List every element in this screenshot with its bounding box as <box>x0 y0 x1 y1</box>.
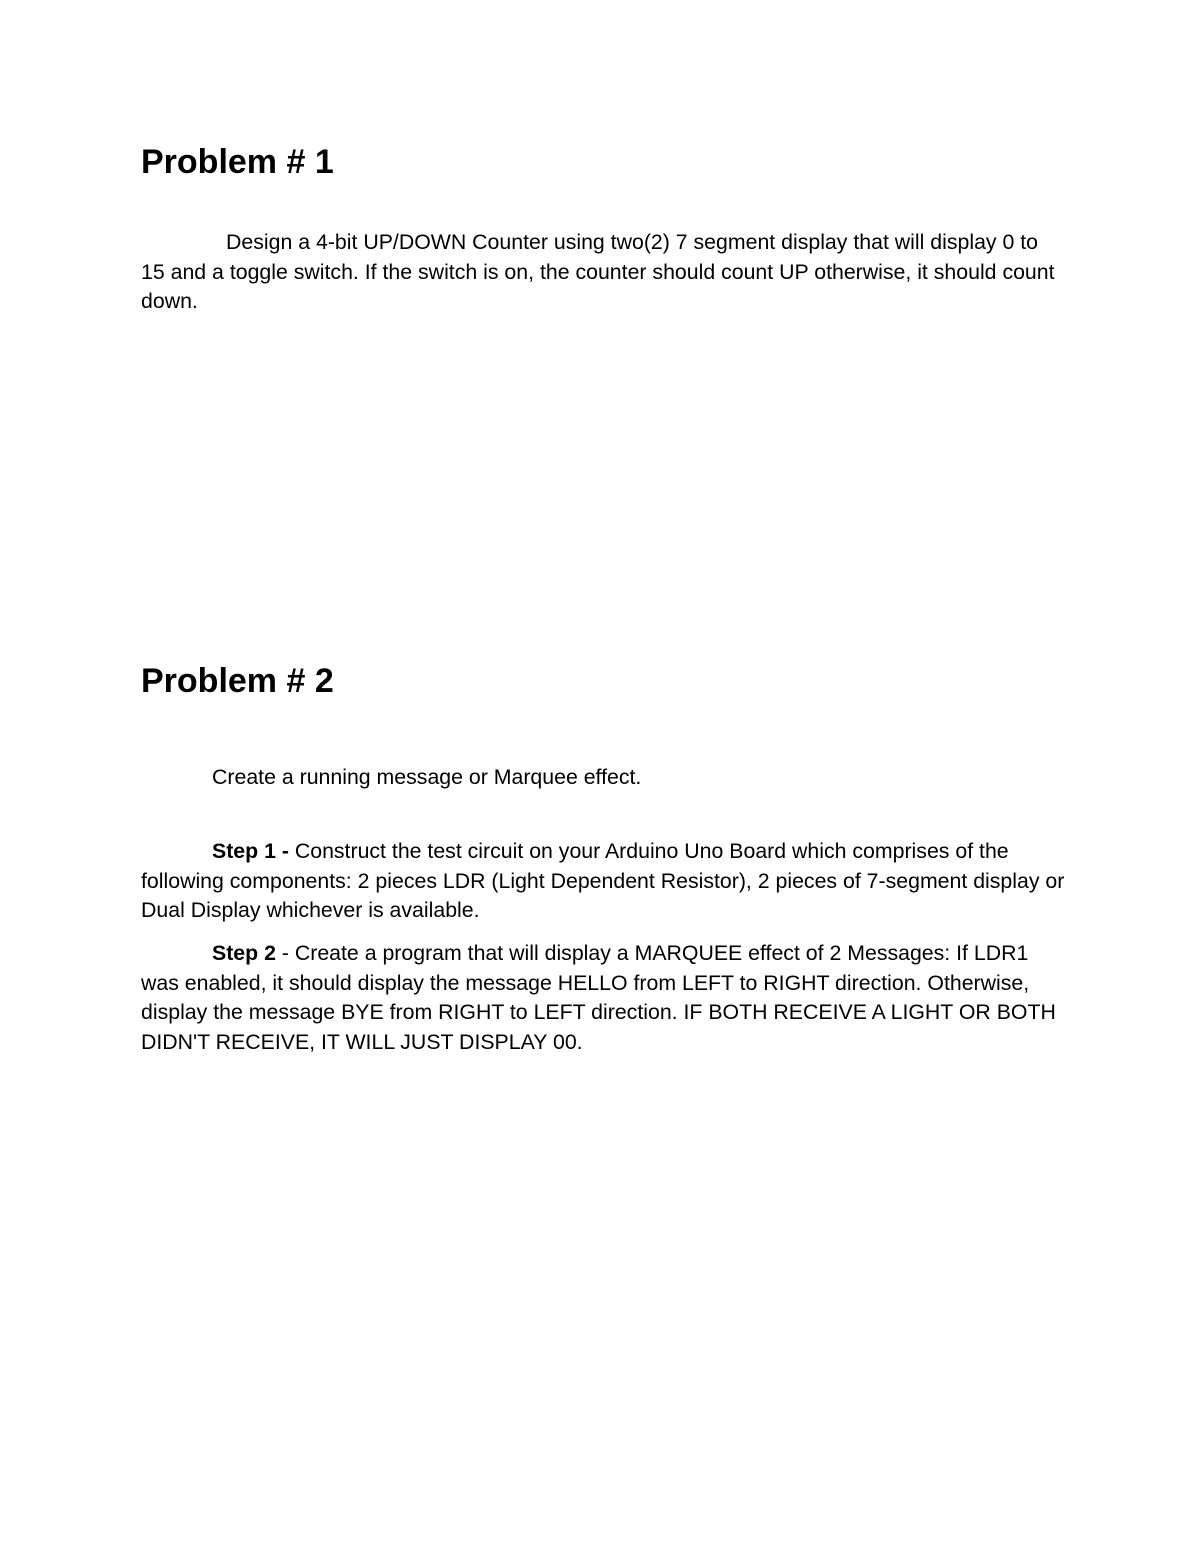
step-2-text: - Create a program that will display a MARQUEE effect of 2 Messages: If LDR1 was enabled, it should display the message HELLO from LEFT to RIGHT direction. Otherwise, display the message BYE from RIGHT to LEFT direction. IF BOTH RECEIVE A LIGHT OR BOTH DIDN'T RECEIVE, IT WILL JUST DISPLAY 00. <box>141 941 1056 1054</box>
step-1-paragraph <box>141 837 1066 926</box>
step-2-paragraph <box>141 939 1066 1057</box>
step-1-label: Step 1 - <box>212 839 289 863</box>
problem-2-heading: Problem # 2 <box>141 662 334 700</box>
step-1-text: Construct the test circuit on your Arduino Uno Board which comprises of the following components: 2 pieces LDR (Light Dependent Resistor), 2 pieces of 7-segment display or Dual Display whichever is available. <box>141 839 1065 922</box>
problem-1-description: Design a 4-bit UP/DOWN Counter using two(2) 7 segment display that will display 0 to 15 and a toggle switch. If the switch is on, the counter should count UP otherwise, it should count down. <box>141 230 1055 313</box>
problem-2-intro: Create a running message or Marquee effect. <box>212 765 642 789</box>
problem-1-heading: Problem # 1 <box>141 143 334 181</box>
step-2-label: Step 2 <box>212 941 276 965</box>
